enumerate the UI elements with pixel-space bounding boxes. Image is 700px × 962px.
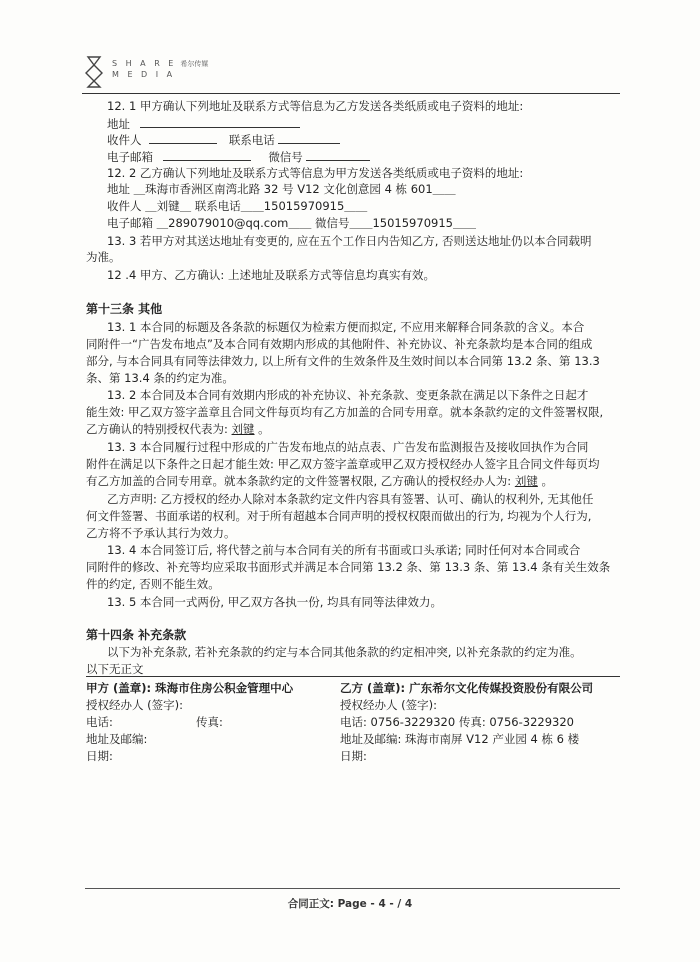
header-divider [82,93,620,94]
clause-13-5: 13. 5 本合同一式两份, 甲乙双方各执一份, 均具有同等法律效力。 [107,595,443,609]
addr-b-row: 地址 ＿珠海市香洲区南湾北路 32 号 V12 文化创意园 4 栋 601＿＿ [107,182,456,196]
addr-label: 地址 [107,117,130,131]
clause-13-3-line1: 13. 3 若甲方对其送达地址有变更的, 应在五个工作日内告知乙方, 否则送达地址仍以本合同载明 [107,234,592,248]
logo-share: S H A R E [112,59,177,68]
recipient-a-row [107,132,340,148]
agent-end: 。 [537,474,553,488]
party-a-fax: 传真: [196,715,223,729]
clause-12-4: 12 .4 甲方、乙方确认: 上述地址及联系方式等信息均真实有效。 [107,268,435,282]
clause-13-4-l3: 件的约定, 否则不能生效。 [86,577,220,591]
clause-13-1-l1: 13. 1 本合同的标题及各条款的标题仅为检索方便而拟定, 不应用来解释合同条款的含义。本合 [107,320,585,334]
clause-13-1-l3: 部分, 与本合同具有同等法律效力, 以上所有文件的生效条件及生效时间以本合同第 13.2 条、第 13.3 [86,354,600,368]
special-rep-name: 刘键 [231,422,255,436]
clause-13-4-l1: 13. 4 本合同签订后, 将代替之前与本合同有关的所有书面或口头承诺; 同时任何对本合同或合 [107,543,581,557]
statement-l3: 乙方将不予承认其行为效力。 [86,526,236,540]
party-a-phone: 电话: [86,715,113,729]
party-b-phone-fax: 电话: 0756-3229320 传真: 0756-3229320 [340,715,574,729]
recipient-blank [149,132,217,144]
recipient-b-row: 收件人 ＿刘键＿ 联系电话＿＿15015970915＿＿ [107,199,368,213]
email-b-row: 电子邮箱 ＿289079010@qq.com＿＿ 微信号＿＿15015970915＿＿ [107,216,476,230]
party-a-date: 日期: [86,749,113,763]
clause-13-3-l2: 附件在满足以下条件之日起才能生效: 甲乙双方签字盖章或甲乙双方授权经办人签字且合同文件每页均 [86,457,600,471]
clause-13-2-l2: 能生效: 甲乙双方签字盖章且合同文件每页均有乙方加盖的合同专用章。就本条款约定的文件签署权限, [86,405,604,419]
clause-13-1-l4: 条、第 13.4 条的约定为准。 [86,371,234,385]
party-a-label: 甲方 (盖章): 珠海市住房公积金管理中心 [86,681,294,695]
footer-divider [85,888,620,889]
clause-13-2-l1: 13. 2 本合同及本合同有效期内形成的补充协议、补充条款、变更条款在满足以下条件之日起才 [107,388,589,402]
party-a-agent: 授权经办人 (签字): [86,698,184,712]
recipient-label: 收件人 [107,133,142,147]
party-b-address: 地址及邮编: 珠海市南屏 V12 产业园 4 栋 6 楼 [340,732,580,746]
phone-label: 联系电话 [228,133,275,147]
party-b-label: 乙方 (盖章): 广东希尔文化传媒投资股份有限公司 [340,681,594,695]
section-13-title: 第十三条 其他 [86,302,163,316]
share-media-logo [82,55,222,91]
party-a-address: 地址及邮编: [86,732,148,746]
clause-13-2-l3 [86,422,270,437]
party-b-agent: 授权经办人 (签字): [340,698,438,712]
clause-13-3-line2: 为准。 [86,250,121,264]
email-blank [163,149,251,161]
clause-13-4-l2: 同附件的修改、补充等均应采取书面形式并满足本合同第 13.2 条、第 13.3 条、第 13.4 条有关生效条 [86,560,611,574]
addr-blank [140,116,300,128]
page-footer: 合同正文: Page - 4 - / 4 [287,898,413,910]
party-b-date: 日期: [340,749,367,763]
clause-13-3-l1: 13. 3 本合同履行过程中形成的广告发布地点的站点表、广告发布监测报告及接收回执作为合同 [107,440,589,454]
clause-12-1: 12. 1 甲方确认下列地址及联系方式等信息为乙方发送各类纸质或电子资料的地址: [107,99,524,113]
email-a-row [107,149,370,165]
logo-text-top [112,59,208,69]
section-14-title: 第十四条 补充条款 [86,628,187,642]
email-label: 电子邮箱 [107,150,153,164]
addr-a-row [107,116,300,132]
special-rep-label: 乙方确认的特别授权代表为: [86,422,232,436]
phone-blank [278,132,340,144]
clause-14-text: 以下为补充条款, 若补充条款的约定与本合同其他条款的约定相冲突, 以补充条款的约定为准。 [107,645,582,659]
logo-chinese: 希尔传媒 [180,60,209,68]
statement-l1: 乙方声明: 乙方授权的经办人除对本条款约定文件内容具有签署、认可、确认的权利外, 无其他任 [107,492,594,506]
clause-12-2: 12. 2 乙方确认下列地址及联系方式等信息为甲方发送各类纸质或电子资料的地址: [107,166,524,180]
logo-mark-icon [82,55,106,89]
clause-13-1-l2: 同附件一“广告发布地点”及本合同有效期内形成的其他附件、补充协议、补充条款均是本合同的组成 [86,337,593,351]
agent-label: 有乙方加盖的合同专用章。就本条款约定的文件签署权限, 乙方确认的授权经办人为: [86,474,515,488]
agent-name: 刘键 [514,474,538,488]
wechat-blank [306,149,370,161]
wechat-label: 微信号 [268,150,303,164]
sign-divider [86,676,620,677]
statement-l2: 何文件签署、书面承诺的权利。对于所有超越本合同声明的授权权限而做出的行为, 均视为个人行为, [86,509,592,523]
logo-media: M E D I A [112,70,176,79]
special-rep-end: 。 [254,422,270,436]
clause-13-3-l3 [86,474,553,489]
no-more-text: 以下无正文 [86,662,144,676]
